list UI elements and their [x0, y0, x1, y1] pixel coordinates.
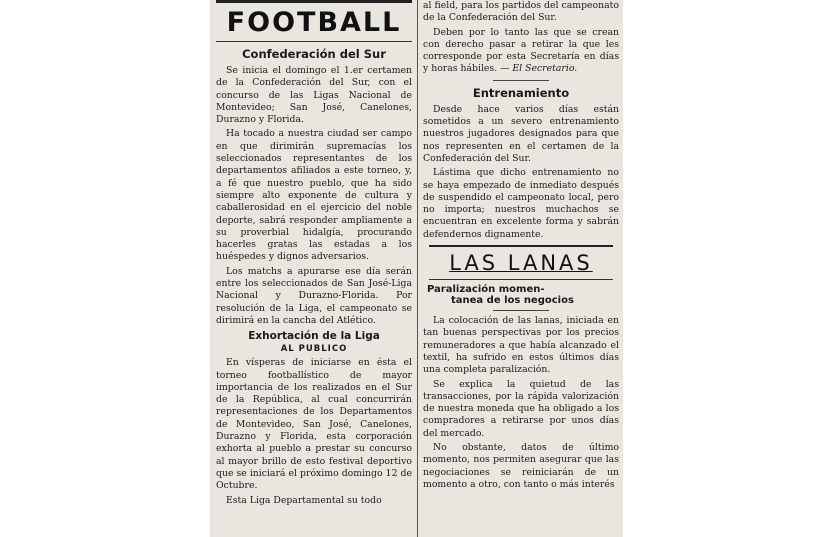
headline-rule: [216, 41, 412, 42]
article-paragraph: La colocación de las lanas, iniciada en tan buenas perspectivas por los precios remuneradores a que había alcanzado el textil, ha sufrido en estos últimos días una completa paralización.: [423, 315, 619, 376]
article-paragraph: Se inicia el domingo el 1.er certamen de la Confederación del Sur, con el concurso de las Ligas Nacional de Montevideo; San José, Canelones, Durazno y Florida.: [216, 65, 412, 126]
article-paragraph: Los matchs a apurarse ese día serán entre los seleccionados de San José-Liga Nacional y Durazno-Florida. Por resolución de la Liga, el campeonato se dirimirá en la cancha del Atlético.: [216, 265, 412, 326]
article-paragraph: Esta Liga Departamental su todo: [226, 494, 382, 506]
exhortacion-title: Exhortación de la Liga: [248, 330, 380, 343]
column-divider: [417, 0, 418, 537]
football-headline: FOOTBALL: [226, 7, 402, 38]
section-rule: [493, 80, 549, 81]
al-publico-heading: AL PUBLICO: [280, 344, 348, 355]
secretaria-text: Deben por lo tanto las que se crean con derecho pasar a retirar la que les corresponde por esta Secretaría en días y horas hábiles.: [423, 26, 619, 75]
article-paragraph: Se explica la quietud de las transacciones, por la rápida valorización de nuestra moneda que ha obligado a los compradores a retirarse por unos días del mercado.: [423, 378, 619, 439]
article-paragraph: Ha tocado a nuestra ciudad ser campo en que dirimirán supremacías los seleccionados representantes de los departamentos afiliados a este torneo, y, a fé que nuestro pueblo, que ha sido siempre alto exponente de cultura y caballerosidad en el ejercicio del noble deporte, sabrá responder ampliamente a su proverbial hidalgía, procurando hacerles gratas las estadas a los huéspedes y dignos adversarios.: [216, 128, 412, 263]
article-paragraph: al field, para los partidos del campeonato de la Confederación del Sur.: [423, 0, 619, 24]
paralizacion-title-line1: Paralización momen-: [427, 284, 545, 296]
left-column: [216, 0, 412, 537]
section-rule: [493, 310, 549, 311]
article-paragraph: Lástima que dicho entrenamiento no se haya empezado de inmediato después de suspendido el campeonato local, pero no importa; nuestros muchachos se encuentran en excelente forma y sabrán defendernos dignamente.: [423, 167, 619, 240]
top-rule: [216, 0, 412, 3]
article-paragraph: No obstante, datos de último momento, nos permiten asegurar que las negociaciones se reiniciarán de un momento a otro, con tanto o más interés: [423, 442, 619, 490]
confederacion-title: Confederación del Sur: [242, 47, 386, 61]
paralizacion-title-line2: tanea de los negocios: [451, 295, 574, 307]
article-paragraph: En vísperas de iniciarse en ésta el torneo footballístico de mayor importancia de los realizados en el Sur de la República, al cual concurrirán representaciones de los Departamentos de Montevideo, San José, Canelones, Durazno y Florida, esta corporación exhorta al pueblo a prestar su concurso al mayor brillo de esto festival deportivo que se iniciará el próximo domingo 12 de Octubre.: [216, 357, 412, 492]
signature: — El Secretario.: [500, 63, 578, 75]
entrenamiento-title: Entrenamiento: [472, 85, 570, 100]
right-column: [423, 0, 619, 537]
lanas-header-box: [429, 245, 613, 280]
lanas-headline: LAS LANAS: [449, 251, 593, 276]
article-paragraph: Desde hace varios días están sometidos a un severo entrenamiento nuestros jugadores designados para que nos representen en el certamen de la Confederación del Sur.: [423, 103, 619, 164]
article-paragraph: [423, 27, 619, 76]
newspaper-clipping: [210, 0, 623, 537]
